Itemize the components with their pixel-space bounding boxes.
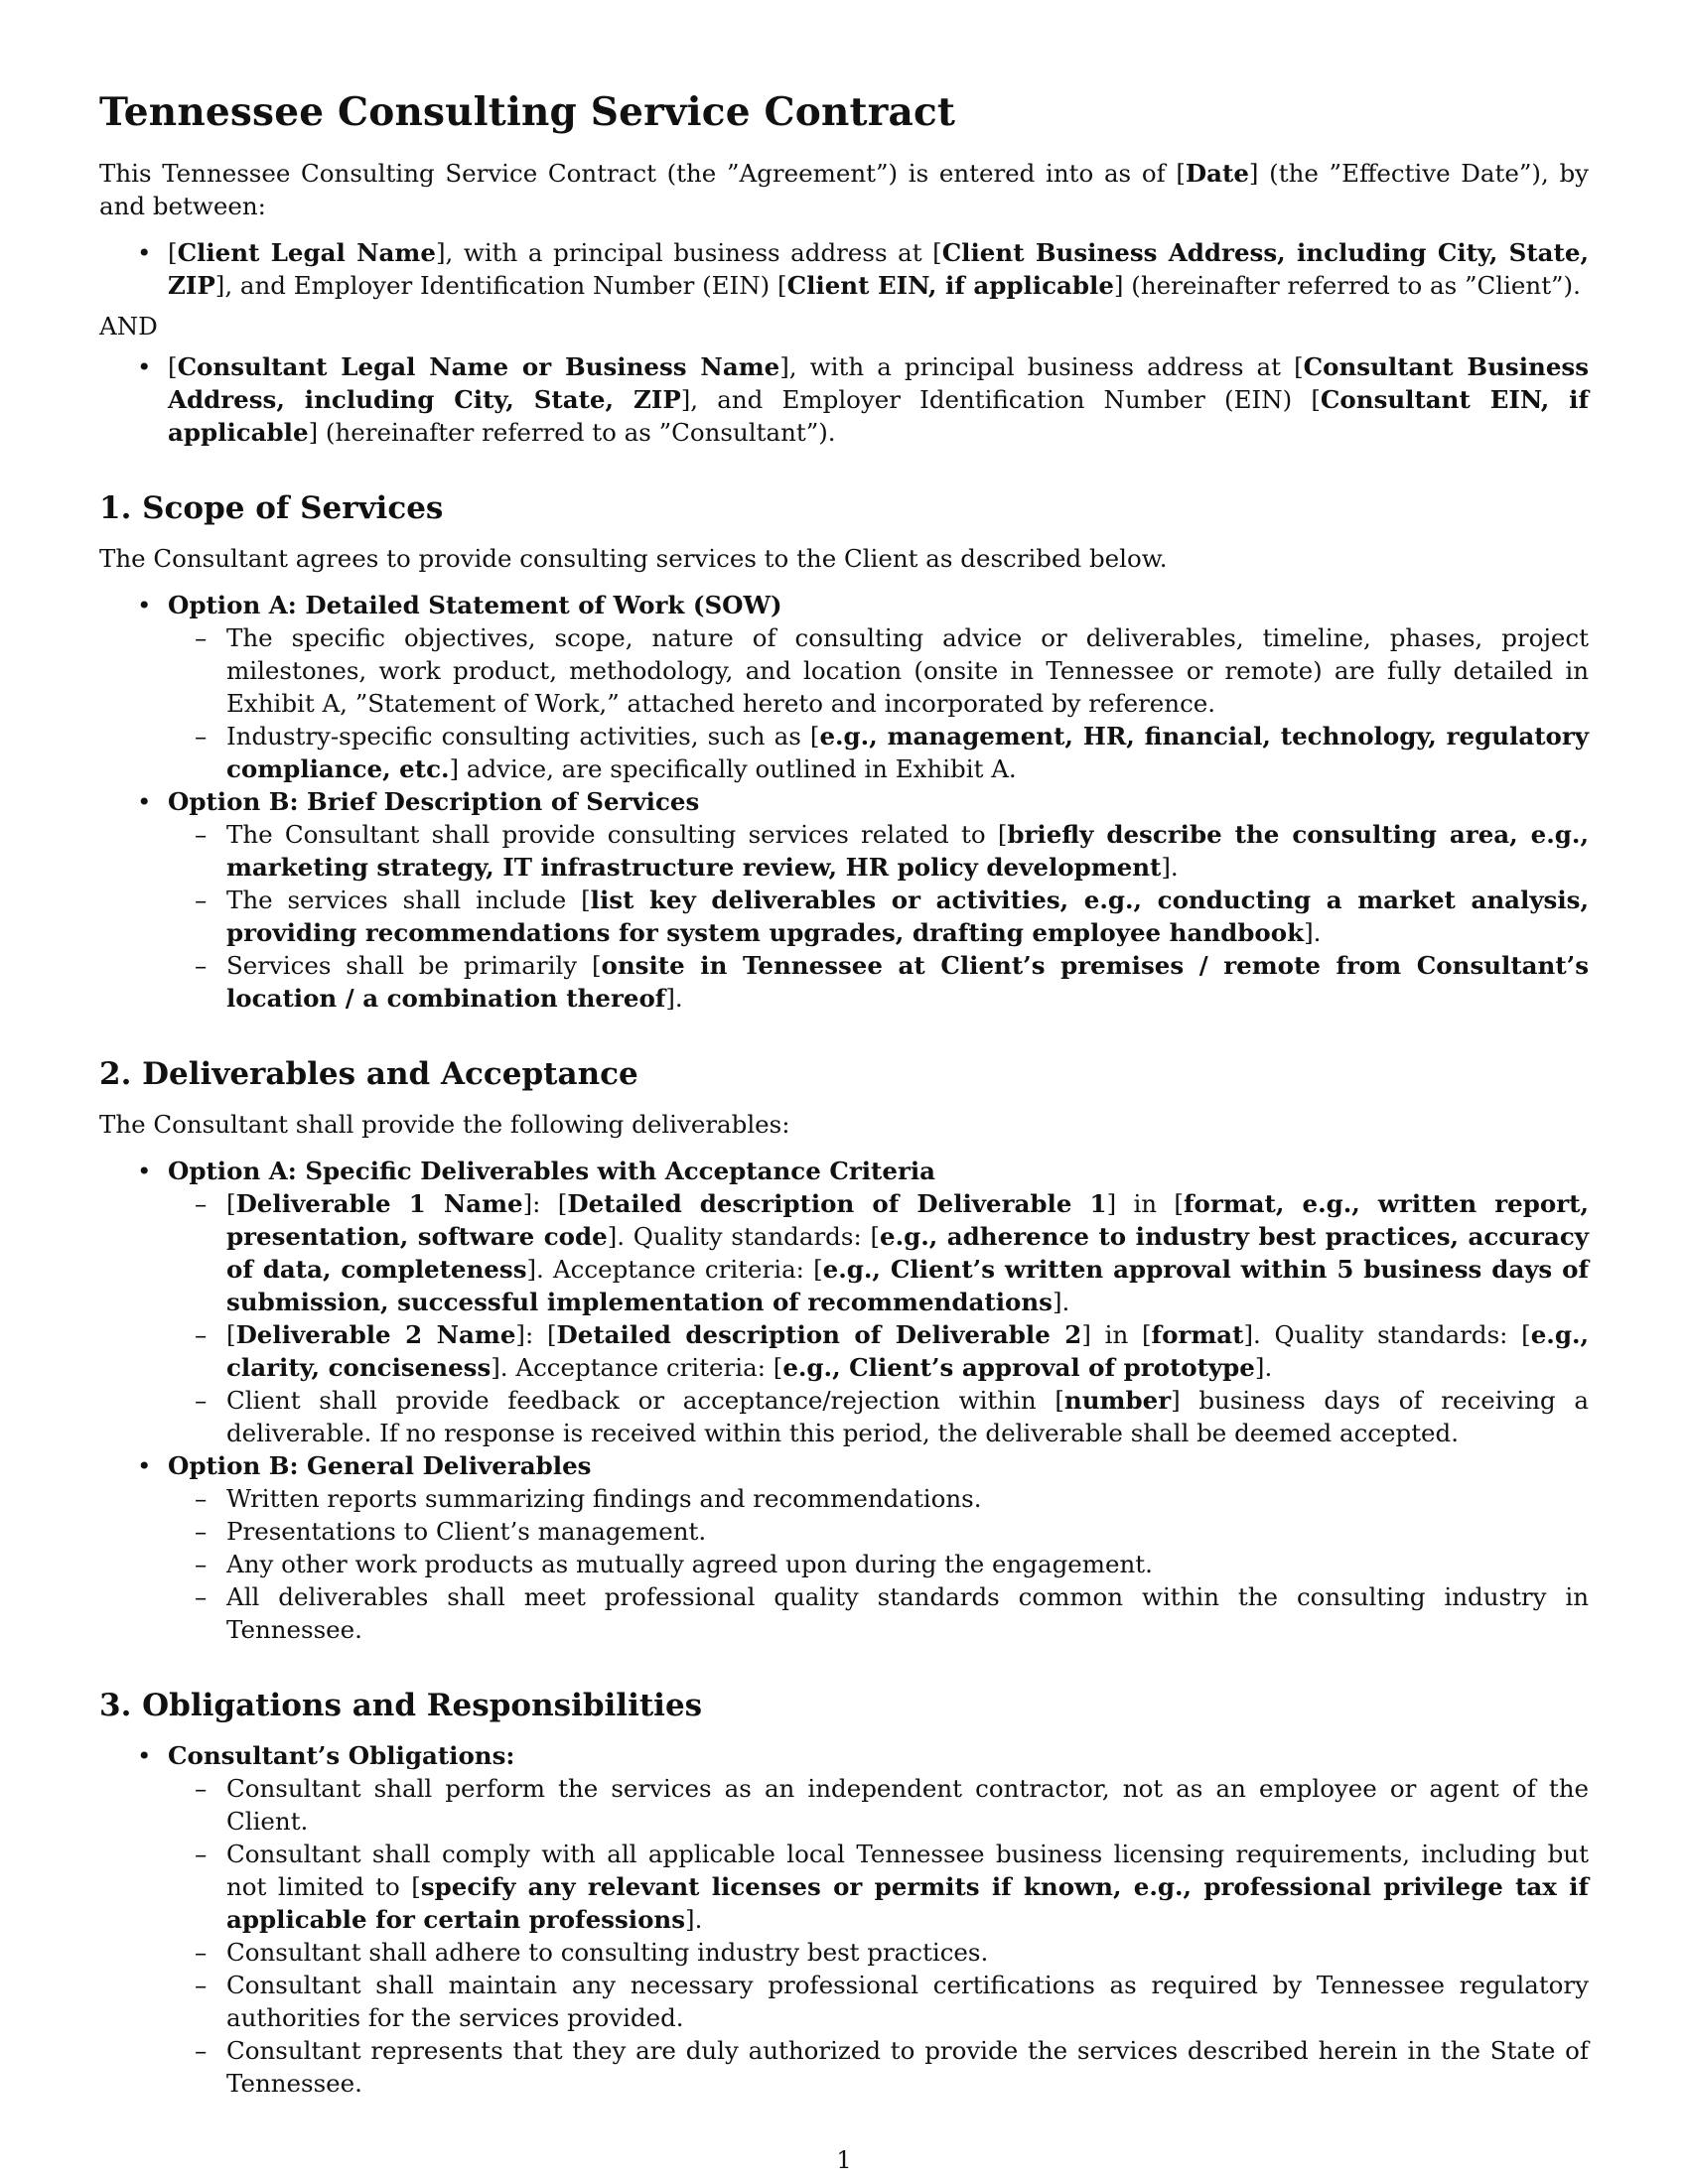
s2-option-a — [99, 1155, 1589, 1449]
parties-list-client — [99, 236, 1589, 302]
section-3-heading: 3. Obligations and Responsibilities — [99, 1688, 703, 1723]
section-1-intro: The Consultant agrees to provide consulting services to the Client as described below. — [99, 544, 1168, 573]
consultant-obligations — [99, 1739, 1589, 2100]
section-1-options — [99, 589, 1589, 1015]
section-1-heading: 1. Scope of Services — [99, 490, 444, 526]
section-2-options — [99, 1155, 1589, 1646]
section-2-intro: The Consultant shall provide the following deliverables: — [99, 1110, 790, 1139]
list-item: – The specific objectives, scope, nature of consulting advice or deliverables, timeline, phases, project milestones, work product, methodology, and location (onsite in Tennessee or remote) are fully detailed in Exhibit A, ”Statement of Work,” attached hereto and incorporated by reference. — [167, 621, 1589, 720]
list-item: – The Consultant shall provide consulting services related to [briefly describe the consulting area, e.g., marketing strategy, IT infrastructure review, HR policy development]. — [167, 818, 1589, 884]
list-item: – Services shall be primarily [onsite in Tennessee at Client’s premises / remote from Consultant’s location / a combination thereof]. — [167, 949, 1589, 1015]
list-item: – Consultant shall adhere to consulting industry best practices. — [167, 1936, 1589, 1969]
list-item: – [Deliverable 2 Name]: [Detailed description of Deliverable 2] in [format]. Quality standards: [e.g., clarity, conciseness]. Acceptance criteria: [e.g., Client’s approval of prototype]. — [167, 1318, 1589, 1384]
list-item: – Written reports summarizing findings and recommendations. — [167, 1482, 1589, 1515]
party-consultant: • [Consultant Legal Name or Business Name], with a principal business address at [Consultant Business Address, including City, State, ZIP], and Employer Identification Number (EIN) [Consultant EIN, if applicable] (hereinafter referred to as ”Consultant”). — [99, 350, 1589, 449]
list-item: – Consultant shall comply with all applicable local Tennessee business licensing requirements, including but not limited to [specify any relevant licenses or permits if known, e.g., professional privilege tax if applicable for certain professions]. — [167, 1838, 1589, 1936]
list-item: – Any other work products as mutually agreed upon during the engagement. — [167, 1548, 1589, 1580]
list-item: – The services shall include [list key deliverables or activities, e.g., conducting a market analysis, providing recommendations for system upgrades, drafting employee handbook]. — [167, 884, 1589, 949]
date-placeholder: Date — [1185, 159, 1249, 188]
list-item: – Consultant represents that they are duly authorized to provide the services described herein in the State of Tennessee. — [167, 2034, 1589, 2100]
consultant-obligations-label: Consultant’s Obligations: — [168, 1741, 515, 1770]
parties-list-consultant — [99, 350, 1589, 449]
section-3-list — [99, 1739, 1589, 2100]
list-item: – Consultant shall perform the services as an independent contractor, not as an employee or agent of the Client. — [167, 1772, 1589, 1838]
page-number: 1 — [836, 2146, 852, 2174]
contract-page — [99, 87, 1589, 2100]
list-item: – Client shall provide feedback or acceptance/rejection within [number] business days of receiving a deliverable. If no response is received within this period, the deliverable shall be deemed accepted. — [167, 1384, 1589, 1449]
s1-option-b — [99, 785, 1589, 1015]
party-client: • [Client Legal Name], with a principal business address at [Client Business Address, including City, State, ZIP], and Employer Identification Number (EIN) [Client EIN, if applicable] (hereinafter referred to as ”Client”). — [99, 236, 1589, 302]
section-2-heading: 2. Deliverables and Acceptance — [99, 1056, 638, 1092]
s1-option-a-label: Option A: Detailed Statement of Work (SOW) — [168, 591, 782, 619]
and-separator: AND — [99, 312, 158, 341]
intro-paragraph: This Tennessee Consulting Service Contract (the ”Agreement”) is entered into as of [Date] (the ”Effective Date”), by and between: — [99, 159, 1589, 220]
s1-option-a — [99, 589, 1589, 785]
list-item: – Consultant shall maintain any necessary professional certifications as required by Tennessee regulatory authorities for the services provided. — [167, 1969, 1589, 2034]
s2-option-b — [99, 1449, 1589, 1646]
s1-option-b-label: Option B: Brief Description of Services — [168, 787, 700, 816]
list-item: – Presentations to Client’s management. — [167, 1515, 1589, 1548]
list-item: – All deliverables shall meet professional quality standards common within the consulting industry in Tennessee. — [167, 1580, 1589, 1646]
list-item: – Industry-specific consulting activities, such as [e.g., management, HR, financial, technology, regulatory compliance, etc.] advice, are specifically outlined in Exhibit A. — [167, 720, 1589, 785]
document-title: Tennessee Consulting Service Contract — [99, 89, 956, 135]
s2-option-b-label: Option B: General Deliverables — [168, 1451, 592, 1480]
list-item: – [Deliverable 1 Name]: [Detailed description of Deliverable 1] in [format, e.g., written report, presentation, software code]. Quality standards: [e.g., adherence to industry best practices, accuracy of data, completeness]. Acceptance criteria: [e.g., Client’s written approval within 5 business days of submission, successful implementation of recommendations]. — [167, 1187, 1589, 1318]
s2-option-a-label: Option A: Specific Deliverables with Acceptance Criteria — [168, 1157, 936, 1185]
